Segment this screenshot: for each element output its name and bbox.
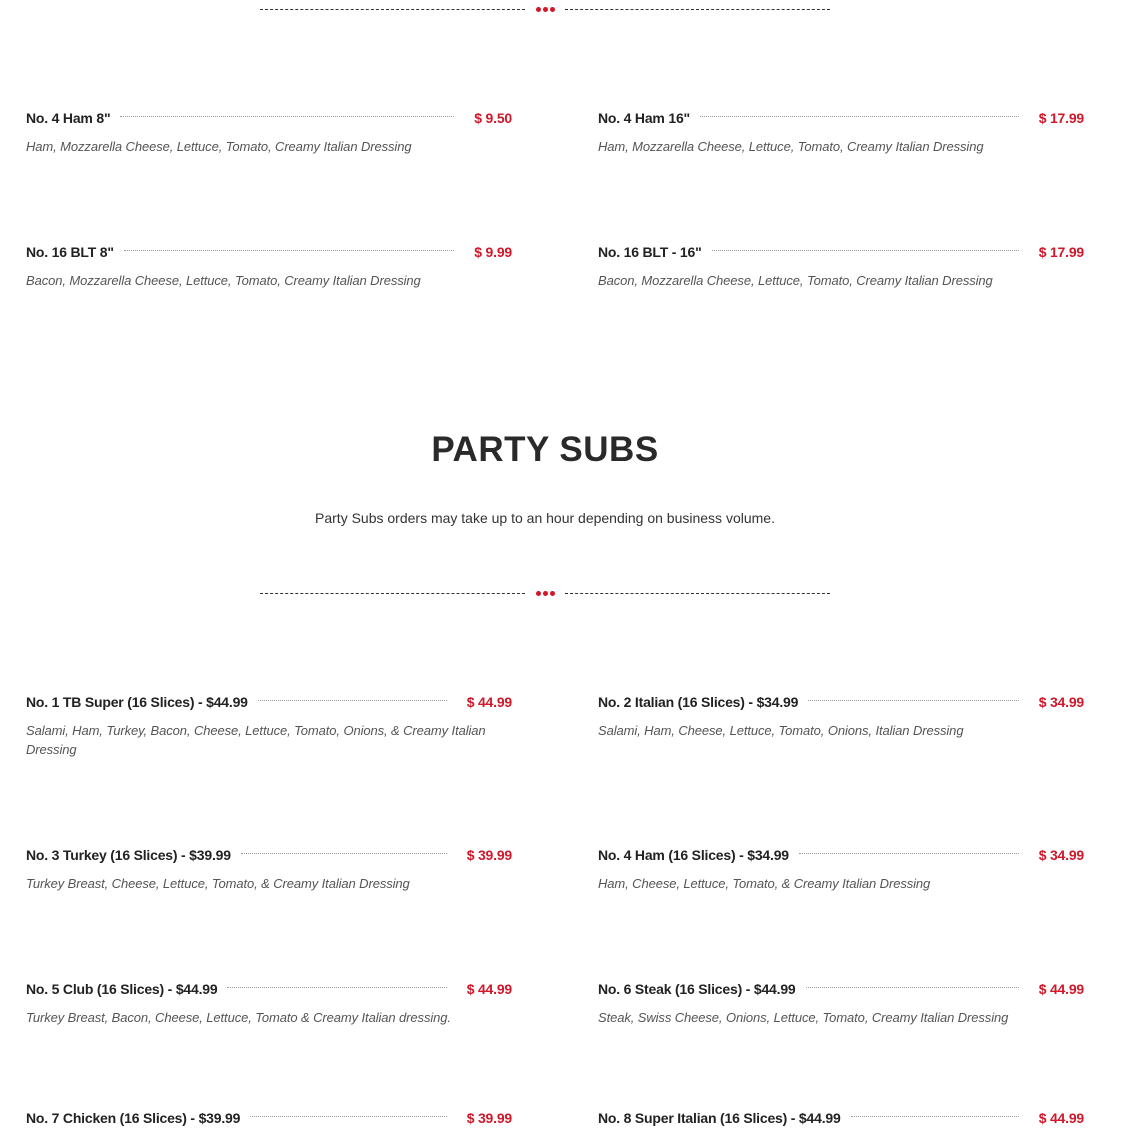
divider-dots: [536, 7, 555, 12]
menu-item-name: No. 4 Ham (16 Slices) - $34.99: [598, 847, 789, 863]
menu-item[interactable]: [598, 979, 1084, 1027]
menu-item-name: No. 8 Super Italian (16 Slices) - $44.99: [598, 1110, 841, 1126]
menu-item-name: No. 4 Ham 8": [26, 110, 111, 126]
menu-item[interactable]: [26, 1108, 512, 1128]
dotted-leader: [120, 116, 454, 117]
divider-line: [565, 593, 830, 594]
menu-item-price: $ 17.99: [1038, 244, 1084, 260]
menu-item-name: No. 3 Turkey (16 Slices) - $39.99: [26, 847, 231, 863]
menu-item-name: No. 1 TB Super (16 Slices) - $44.99: [26, 694, 248, 710]
menu-item-description: Ham, Cheese, Lettuce, Tomato, & Creamy Italian Dressing: [598, 876, 931, 891]
dotted-leader: [124, 250, 454, 251]
menu-item-price: $ 34.99: [1038, 694, 1084, 710]
menu-item[interactable]: [26, 692, 512, 759]
menu-item-description: Bacon, Mozzarella Cheese, Lettuce, Tomato, Creamy Italian Dressing: [598, 273, 993, 288]
menu-item[interactable]: [26, 845, 512, 893]
menu-item-price: $ 9.99: [474, 244, 512, 260]
menu-item-description: Salami, Ham, Turkey, Bacon, Cheese, Lettuce, Tomato, Onions, & Creamy Italian Dressing: [26, 723, 486, 757]
menu-item-price: $ 17.99: [1038, 110, 1084, 126]
menu-item[interactable]: [26, 979, 512, 1027]
menu-item-name: No. 5 Club (16 Slices) - $44.99: [26, 981, 218, 997]
dotted-leader: [808, 700, 1019, 701]
menu-item-price: $ 44.99: [466, 981, 512, 997]
dotted-leader: [241, 853, 447, 854]
section-subtitle: Party Subs orders may take up to an hour depending on business volume.: [315, 510, 775, 526]
menu-item-price: $ 39.99: [466, 1110, 512, 1126]
dotted-leader: [250, 1116, 446, 1117]
section-divider: [260, 4, 830, 16]
menu-item-price: $ 44.99: [466, 694, 512, 710]
menu-item-name: No. 7 Chicken (16 Slices) - $39.99: [26, 1110, 241, 1126]
menu-item-description: Bacon, Mozzarella Cheese, Lettuce, Tomato, Creamy Italian Dressing: [26, 273, 421, 288]
menu-item[interactable]: [598, 108, 1084, 156]
section-title: PARTY SUBS: [431, 430, 659, 469]
dotted-leader: [799, 853, 1019, 854]
menu-item[interactable]: [598, 1108, 1084, 1128]
menu-item-description: Ham, Mozzarella Cheese, Lettuce, Tomato, Creamy Italian Dressing: [26, 139, 412, 154]
menu-item-name: No. 2 Italian (16 Slices) - $34.99: [598, 694, 799, 710]
menu-item-name: No. 16 BLT - 16": [598, 244, 702, 260]
menu-item[interactable]: [26, 242, 512, 290]
menu-item-description: Ham, Mozzarella Cheese, Lettuce, Tomato, Creamy Italian Dressing: [598, 139, 984, 154]
menu-item[interactable]: [598, 692, 1084, 740]
dotted-leader: [851, 1116, 1019, 1117]
menu-item-price: $ 44.99: [1038, 981, 1084, 997]
menu-item-name: No. 6 Steak (16 Slices) - $44.99: [598, 981, 796, 997]
menu-item-name: No. 4 Ham 16": [598, 110, 690, 126]
menu-item-price: $ 9.50: [474, 110, 512, 126]
menu-item-price: $ 39.99: [466, 847, 512, 863]
menu-item-description: Turkey Breast, Cheese, Lettuce, Tomato, & Creamy Italian Dressing: [26, 876, 410, 891]
dotted-leader: [806, 987, 1019, 988]
menu-item-name: No. 16 BLT 8": [26, 244, 114, 260]
menu-item-description: Steak, Swiss Cheese, Onions, Lettuce, Tomato, Creamy Italian Dressing: [598, 1010, 1009, 1025]
menu-item-description: Turkey Breast, Bacon, Cheese, Lettuce, Tomato & Creamy Italian dressing.: [26, 1010, 451, 1025]
divider-line: [260, 593, 525, 594]
menu-item-price: $ 44.99: [1038, 1110, 1084, 1126]
section-divider: [260, 588, 830, 600]
menu-item[interactable]: [598, 845, 1084, 893]
divider-dots: [536, 591, 555, 596]
menu-item[interactable]: [26, 108, 512, 156]
divider-line: [565, 9, 830, 10]
menu-item-description: Salami, Ham, Cheese, Lettuce, Tomato, Onions, Italian Dressing: [598, 723, 964, 738]
dotted-leader: [227, 987, 446, 988]
menu-item[interactable]: [598, 242, 1084, 290]
dotted-leader: [700, 116, 1019, 117]
menu-item-price: $ 34.99: [1038, 847, 1084, 863]
divider-line: [260, 9, 525, 10]
dotted-leader: [712, 250, 1019, 251]
dotted-leader: [258, 700, 447, 701]
